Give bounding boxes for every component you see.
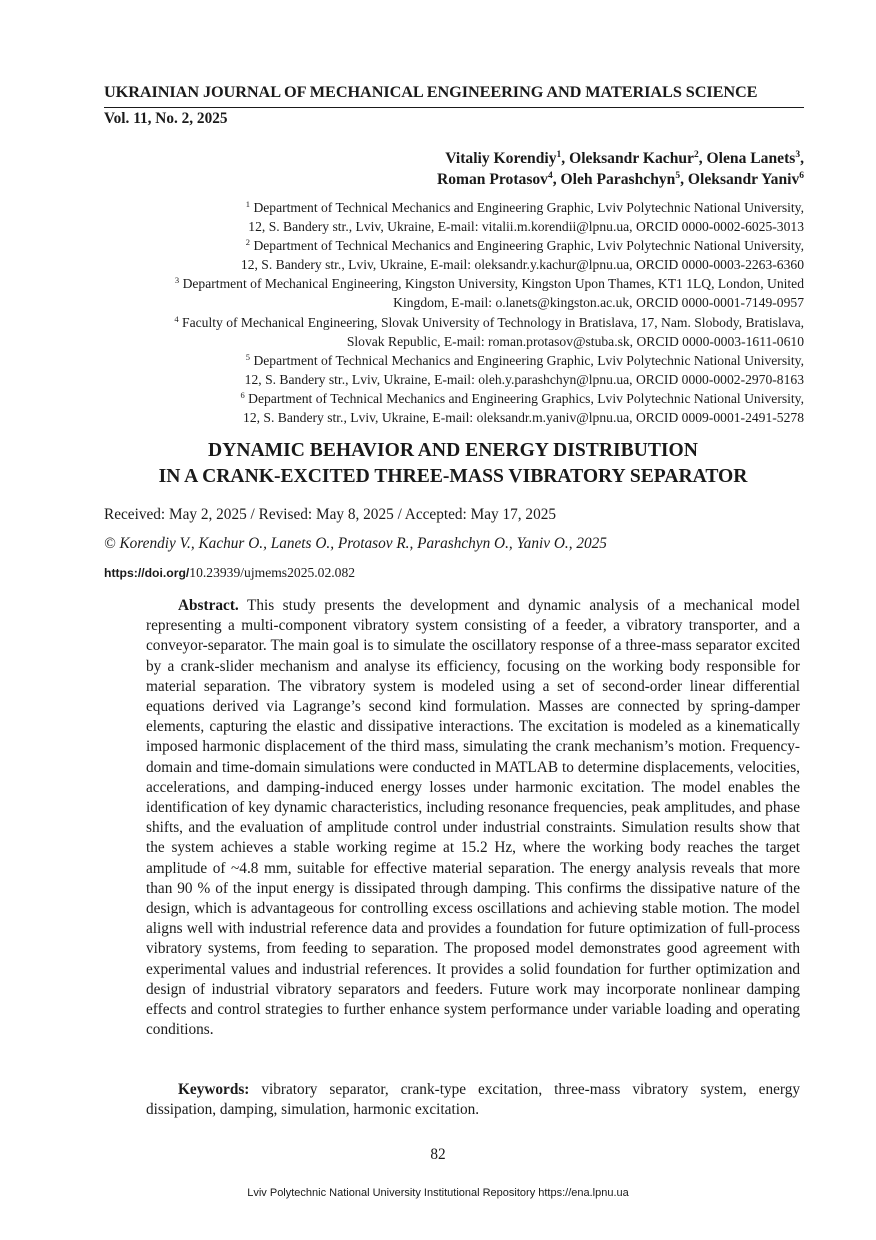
paper-title bbox=[70, 438, 836, 490]
author-sup: 4 bbox=[547, 171, 553, 181]
doi-id: 10.23939/ujmems2025.02.082 bbox=[189, 565, 356, 580]
affiliation-sup: 6 bbox=[240, 389, 245, 400]
doi-link[interactable] bbox=[104, 565, 355, 581]
affiliation-line bbox=[174, 293, 804, 312]
affiliation-text: Slovak Republic, E-mail: roman.protasov@stuba.sk, ORCID 0000-0003-1611-0610 bbox=[346, 333, 804, 349]
affiliation-text: 12, S. Bandery str., Lviv, Ukraine, E-mail: oleh.y.parashchyn@lpnu.ua, ORCID 0000-0002-2970-8163 bbox=[244, 371, 804, 387]
keywords bbox=[146, 1080, 800, 1120]
author-sup: 6 bbox=[799, 171, 804, 181]
author-name: Roman Protasov bbox=[436, 171, 548, 188]
author-name: Olena Lanets bbox=[706, 150, 796, 167]
affiliation-text: 12, S. Bandery str., Lviv, Ukraine, E-mail: oleksandr.m.yaniv@lpnu.ua, ORCID 0009-0001-2491-5278 bbox=[243, 410, 804, 426]
affiliation-text: 12, S. Bandery str., Lviv, Ukraine, E-mail: oleksandr.y.kachur@lpnu.ua, ORCID 0000-0003-2263-6360 bbox=[240, 257, 804, 273]
affiliation-line bbox=[174, 217, 804, 236]
doi-prefix: https://doi.org/ bbox=[104, 566, 190, 580]
abstract-text: This study presents the development and dynamic analysis of a mechanical model representing a multi-component vibratory system consisting of a feeder, a vibratory transporter, and a conveyor-separator. The main goal is to simulate the oscillatory response of a three-mass separator excited by a crank-slider mechanism and analyse its efficiency, focusing on the working body responsible for material separation. The vibratory system is modeled using a set of second-order linear differential equations derived via Lagrange’s second kind formulation. Masses are connected by spring-damper elements, capturing the elastic and dissipative interactions. The excitation is modeled as a kinematically imposed harmonic displacement of the third mass, simulating the crank mechanism’s motion. Frequency-domain and time-domain simulations were conducted in MATLAB to determine displacements, velocities, accelerations, and damping-induced energy losses under harmonic excitation. The model enables the identification of key dynamic characteristics, including resonance frequencies, peak amplitudes, and phase shifts, and the evaluation of amplitude control under industrial constraints. Simulation results show that the system achieves a stable working regime at 15.2 Hz, where the working body reaches the target amplitude of ~4.8 mm, suitable for effective material separation. The energy analysis reveals that more than 90 % of the input energy is dissipated through damping. This confirms the dissipative nature of the design, which is advantageous for controlling excess oscillations and achieving stable motion. The model aligns well with industrial reference data and provides a foundation for future optimization of full-process vibratory systems, from feeding to separation. The proposed model demonstrates good agreement with experimental values and industrial references. It provides a solid foundation for further optimization and design of industrial vibratory separators and feeders. Future work may incorporate nonlinear damping effects and control strategies to further enhance system performance under variable loading and operating conditions. bbox=[146, 597, 800, 1039]
affiliation-sup: 4 bbox=[174, 313, 179, 324]
affiliation-sup: 2 bbox=[245, 237, 251, 248]
affiliation-sup: 5 bbox=[245, 351, 251, 362]
affiliation-sup: 1 bbox=[245, 199, 251, 209]
affiliation-text: Department of Technical Mechanics and Engineering Graphic, Lviv Polytechnic National University, bbox=[253, 238, 804, 254]
abstract-label: Abstract. bbox=[178, 597, 239, 614]
affiliation-text: Faculty of Mechanical Engineering, Slovak University of Technology in Bratislava, 17, Nam. Slobody, Bratislava, bbox=[182, 314, 804, 330]
author-name: Oleh Parashchyn bbox=[560, 171, 676, 188]
affiliation-line bbox=[174, 274, 804, 293]
keywords-text: vibratory separator, crank-type excitation, three-mass vibratory system, energy dissipation, damping, simulation, harmonic excitation. bbox=[146, 1081, 800, 1119]
page-number: 82 bbox=[430, 1146, 446, 1163]
affiliation-line bbox=[174, 255, 804, 274]
author-sup: 3 bbox=[795, 150, 801, 160]
affiliation-line bbox=[174, 389, 804, 408]
author-sup: 1 bbox=[556, 150, 562, 160]
abstract bbox=[146, 596, 800, 1040]
author-sup: 5 bbox=[675, 171, 681, 181]
repository-footer: Lviv Polytechnic National University Institutional Repository https://ena.lpnu.ua bbox=[247, 1187, 629, 1199]
title-line-2: IN A CRANK-EXCITED THREE-MASS VIBRATORY SEPARATOR bbox=[158, 466, 748, 487]
affiliation-text: Department of Technical Mechanics and Engineering Graphics, Lviv Polytechnic National University, bbox=[248, 390, 804, 406]
author-line-2: Roman Protasov$^4$, Oleh Parashchyn$^5$, Oleksandr Yaniv$^6$ bbox=[436, 171, 804, 188]
author-sup: 2 bbox=[693, 150, 699, 160]
author-name: Oleksandr Yaniv bbox=[687, 171, 800, 188]
affiliation-line bbox=[174, 198, 804, 217]
affiliation-text: 12, S. Bandery str., Lviv, Ukraine, E-mail: vitalii.m.korendii@lpnu.ua, ORCID 0000-0002-6025-3013 bbox=[248, 219, 804, 235]
affiliation-line bbox=[174, 313, 804, 332]
header-divider bbox=[104, 107, 804, 108]
copyright-notice: © Korendiy V., Kachur O., Lanets O., Protasov R., Parashchyn O., Yaniv O., 2025 bbox=[104, 535, 607, 552]
author-list bbox=[437, 148, 804, 190]
journal-title: UKRAINIAN JOURNAL OF MECHANICAL ENGINEERING AND MATERIALS SCIENCE bbox=[104, 82, 758, 101]
affiliation-line bbox=[174, 370, 804, 389]
affiliation-text: Department of Mechanical Engineering, Kingston University, Kingston Upon Thames, KT1 1LQ, London, United bbox=[182, 276, 804, 292]
affiliation-line bbox=[174, 236, 804, 255]
submission-dates: Received: May 2, 2025 / Revised: May 8, 2025 / Accepted: May 17, 2025 bbox=[104, 506, 557, 523]
author-name: Vitaliy Korendiy bbox=[445, 150, 557, 167]
affiliation-sup: 3 bbox=[174, 275, 180, 286]
title-line-1: DYNAMIC BEHAVIOR AND ENERGY DISTRIBUTION bbox=[208, 440, 698, 461]
affiliation-text: Department of Technical Mechanics and Engineering Graphic, Lviv Polytechnic National University, bbox=[253, 352, 804, 368]
affiliation-text: Kingdom, E-mail: o.lanets@kingston.ac.uk, ORCID 0000-0001-7149-0957 bbox=[393, 295, 804, 311]
author-name: Oleksandr Kachur bbox=[569, 150, 694, 167]
volume-issue: Vol. 11, No. 2, 2025 bbox=[104, 110, 228, 127]
affiliation-line bbox=[174, 351, 804, 370]
affiliation-text: Department of Technical Mechanics and Engineering Graphic, Lviv Polytechnic National University, bbox=[253, 200, 804, 215]
affiliation-line bbox=[174, 408, 804, 427]
affiliation-line bbox=[174, 332, 804, 351]
author-line-1: Vitaliy Korendiy$^1$, Oleksandr Kachur$^2$, Olena Lanets$^3$, bbox=[445, 150, 804, 167]
affiliation-list bbox=[174, 198, 804, 427]
keywords-label: Keywords: bbox=[178, 1081, 250, 1098]
